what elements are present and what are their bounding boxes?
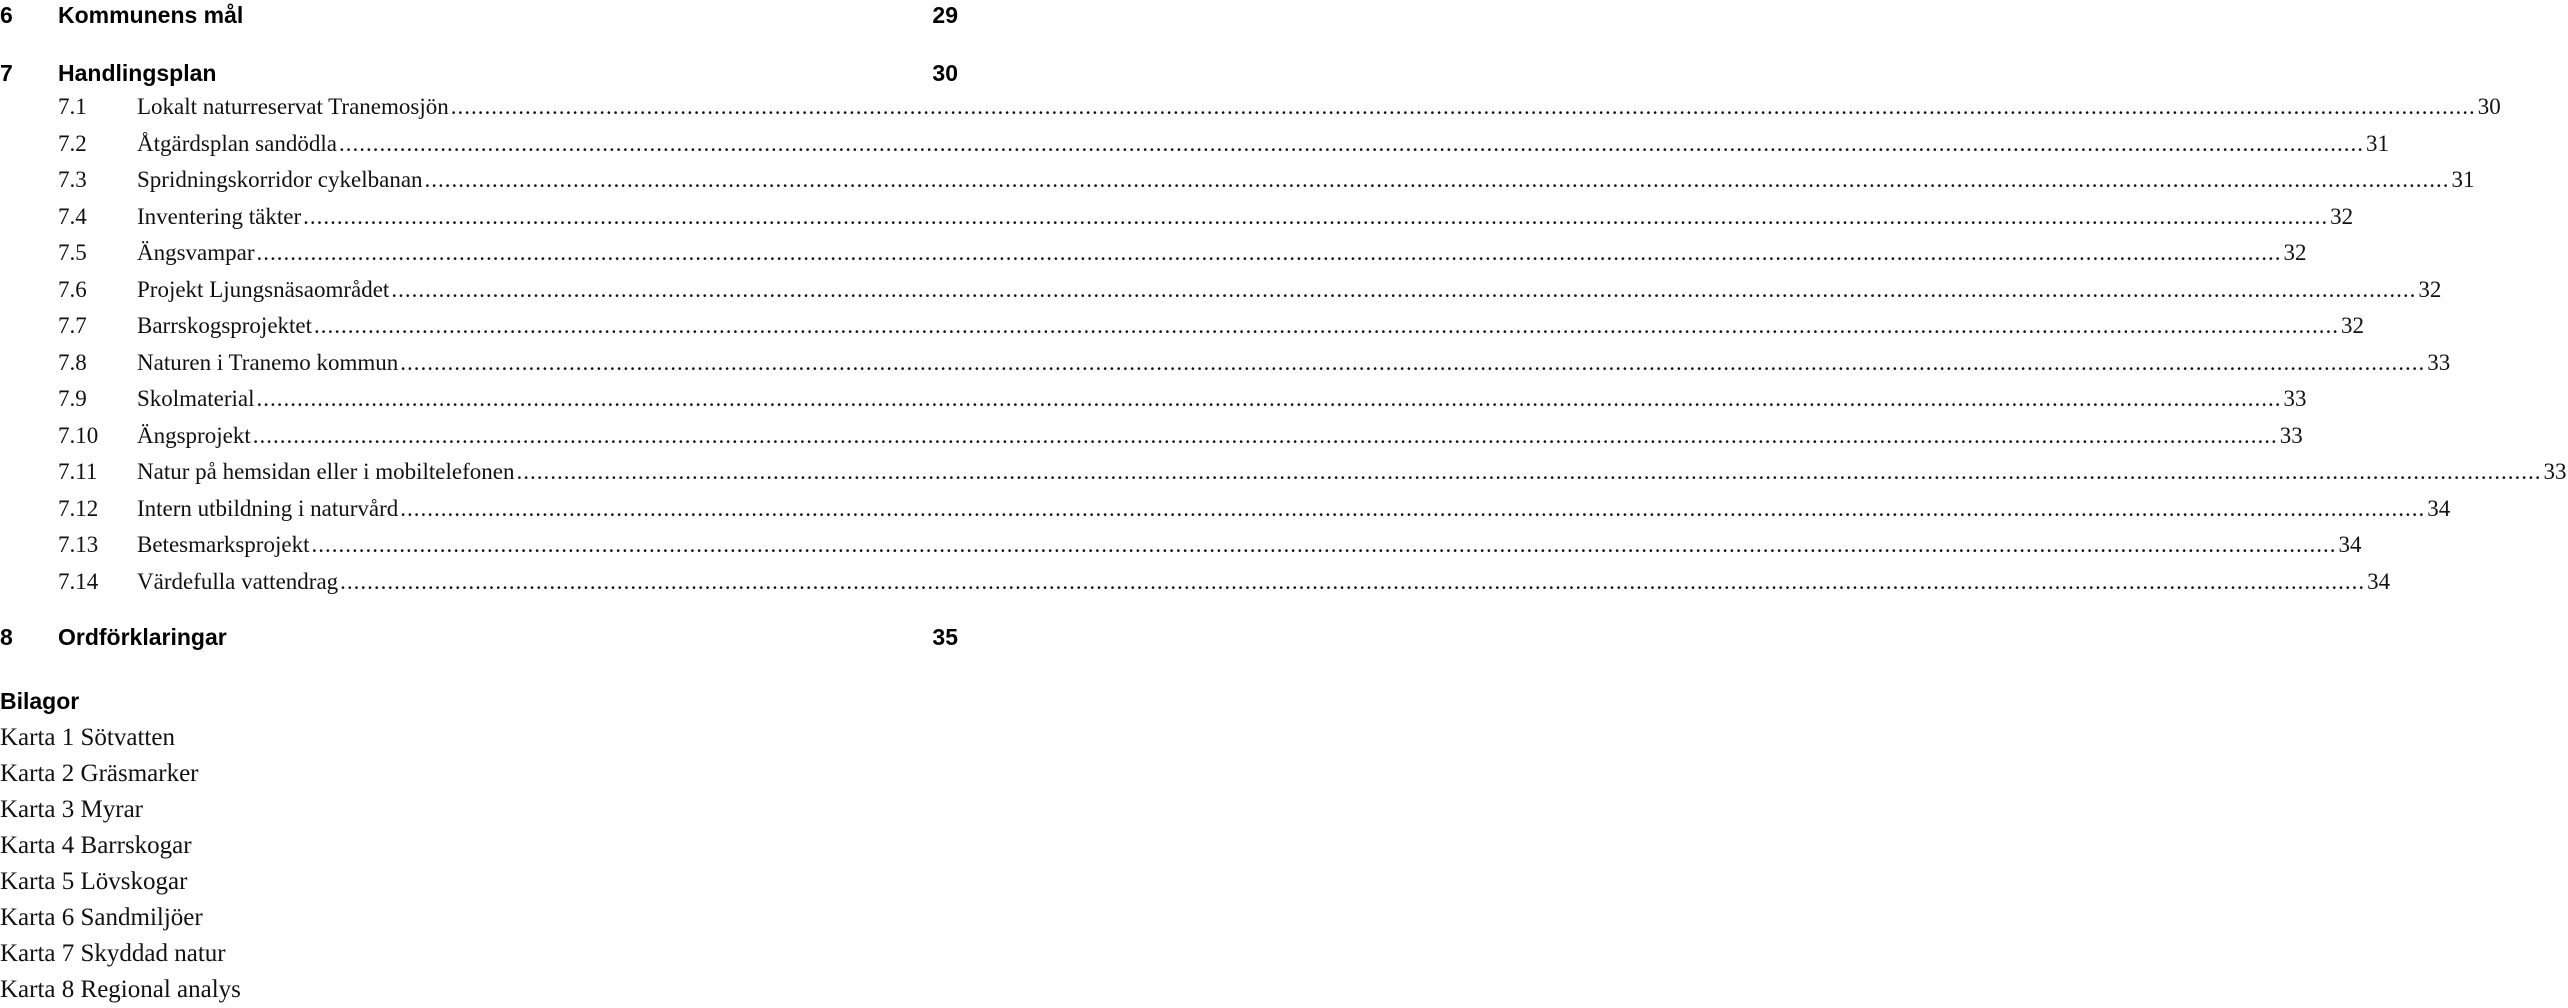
toc-entry[interactable] xyxy=(0,495,2451,530)
entry-page: 31 xyxy=(2451,167,2475,192)
entry-page: 33 xyxy=(2283,386,2307,411)
dot-leader: ............................................................................................................................................................................................................................................................................................................ xyxy=(338,130,2364,156)
chapter-number: 7 xyxy=(0,60,13,86)
entry-number: 7.1 xyxy=(58,94,87,119)
chapter-title: Ordförklaringar xyxy=(58,624,227,650)
entry-page: 32 xyxy=(2283,240,2307,265)
entry-page: 33 xyxy=(2543,459,2567,484)
entry-number: 7.14 xyxy=(58,568,99,594)
entry-title: Åtgärdsplan sandödla xyxy=(137,130,337,156)
entry-number: 7.11 xyxy=(58,459,98,484)
entry-title: Värdefulla vattendrag xyxy=(137,568,339,594)
entry-title: Betesmarksprojekt xyxy=(137,532,310,557)
toc-chapter-6[interactable] xyxy=(0,2,960,38)
appendix-item[interactable]: Karta 1 Sötvatten xyxy=(0,724,175,751)
toc-entry[interactable] xyxy=(0,568,2391,603)
entry-line xyxy=(137,386,2307,412)
entry-line xyxy=(137,568,2391,595)
entry-line xyxy=(137,349,2451,376)
toc-entry[interactable] xyxy=(0,94,2501,128)
entry-number: 7.8 xyxy=(58,349,87,375)
toc-entry[interactable] xyxy=(0,167,2475,201)
entry-number: 7.12 xyxy=(58,495,99,521)
entry-line xyxy=(137,276,2442,303)
toc-entry[interactable] xyxy=(0,313,2365,347)
toc-entry[interactable] xyxy=(0,130,2389,165)
chapter-title: Kommunens mål xyxy=(58,2,244,28)
toc-entry[interactable] xyxy=(0,459,2567,493)
entry-number: 7.10 xyxy=(58,422,99,448)
entry-page: 32 xyxy=(2330,203,2354,229)
entry-page: 30 xyxy=(2477,94,2501,119)
dot-leader: ............................................................................................................................................................................................................................................................................................................ xyxy=(256,240,2282,265)
entry-line xyxy=(137,495,2451,522)
dot-leader: ............................................................................................................................................................................................................................................................................................................ xyxy=(450,94,2476,119)
chapter-number: 8 xyxy=(0,624,13,650)
entry-page: 33 xyxy=(2427,349,2451,375)
entry-page: 32 xyxy=(2341,313,2365,338)
appendix-item[interactable]: Karta 2 Gräsmarker xyxy=(0,760,199,787)
appendix-heading: Bilagor xyxy=(0,688,80,714)
entry-title: Intern utbildning i naturvård xyxy=(137,495,399,521)
entry-page: 34 xyxy=(2367,568,2391,594)
toc-entry[interactable] xyxy=(0,422,2303,457)
dot-leader: ............................................................................................................................................................................................................................................................................................................ xyxy=(424,167,2450,192)
chapter-page: 35 xyxy=(932,624,958,650)
entry-line xyxy=(137,203,2354,230)
entry-number: 7.6 xyxy=(58,276,87,302)
entry-page: 33 xyxy=(2279,422,2303,448)
chapter-page: 29 xyxy=(932,2,958,28)
entry-number: 7.4 xyxy=(58,203,87,229)
entry-title: Naturen i Tranemo kommun xyxy=(137,349,399,375)
appendix-item[interactable]: Karta 4 Barrskogar xyxy=(0,832,192,859)
dot-leader: ............................................................................................................................................................................................................................................................................................................ xyxy=(314,313,2340,338)
entry-page: 34 xyxy=(2427,495,2451,521)
entry-line xyxy=(137,532,2362,558)
entry-title: Projekt Ljungsnäsaområdet xyxy=(137,276,390,302)
entry-page: 34 xyxy=(2338,532,2362,557)
toc-entry[interactable] xyxy=(0,532,2362,566)
dot-leader: ............................................................................................................................................................................................................................................................................................................ xyxy=(400,349,2426,375)
appendix-item[interactable]: Karta 7 Skyddad natur xyxy=(0,940,226,967)
chapter-page: 30 xyxy=(932,60,958,86)
entry-title: Skolmaterial xyxy=(137,386,255,411)
appendix-item[interactable]: Karta 8 Regional analys xyxy=(0,976,241,1003)
entry-number: 7.2 xyxy=(58,130,87,156)
toc-entry[interactable] xyxy=(0,240,2307,274)
entry-number: 7.9 xyxy=(58,386,87,411)
appendix-item[interactable]: Karta 6 Sandmiljöer xyxy=(0,904,203,931)
entry-number: 7.5 xyxy=(58,240,87,265)
entry-line xyxy=(137,240,2307,266)
dot-leader: ............................................................................................................................................................................................................................................................................................................ xyxy=(256,386,2282,411)
dot-leader: ............................................................................................................................................................................................................................................................................................................ xyxy=(311,532,2337,557)
dot-leader: ............................................................................................................................................................................................................................................................................................................ xyxy=(303,203,2329,229)
toc-entry[interactable] xyxy=(0,203,2354,238)
entry-line xyxy=(137,167,2475,193)
entry-page: 32 xyxy=(2418,276,2442,302)
appendix-list xyxy=(0,720,241,1008)
toc-entry[interactable] xyxy=(0,276,2442,311)
entry-title: Barrskogsprojektet xyxy=(137,313,313,338)
entry-page: 31 xyxy=(2365,130,2389,156)
dot-leader: ............................................................................................................................................................................................................................................................................................................ xyxy=(340,568,2366,594)
entry-title: Ängsprojekt xyxy=(137,422,251,448)
toc-entry[interactable] xyxy=(0,349,2451,384)
dot-leader: ............................................................................................................................................................................................................................................................................................................ xyxy=(252,422,2278,448)
entry-title: Spridningskorridor cykelbanan xyxy=(137,167,423,192)
entry-line xyxy=(137,94,2501,120)
entry-title: Lokalt naturreservat Tranemosjön xyxy=(137,94,449,119)
toc-chapter-8[interactable] xyxy=(0,624,960,660)
appendix-item[interactable]: Karta 3 Myrar xyxy=(0,796,143,823)
toc-entry[interactable] xyxy=(0,386,2307,420)
entry-number: 7.3 xyxy=(58,167,87,192)
entry-line xyxy=(137,422,2303,449)
entry-line xyxy=(137,130,2389,157)
dot-leader: ............................................................................................................................................................................................................................................................................................................ xyxy=(516,459,2542,484)
chapter-number: 6 xyxy=(0,2,13,28)
entry-title: Natur på hemsidan eller i mobiltelefonen xyxy=(137,459,515,484)
entry-number: 7.7 xyxy=(58,313,87,338)
entry-title: Inventering täkter xyxy=(137,203,302,229)
entry-line xyxy=(137,313,2365,339)
dot-leader: ............................................................................................................................................................................................................................................................................................................ xyxy=(400,495,2426,521)
appendix-item[interactable]: Karta 5 Lövskogar xyxy=(0,868,188,895)
entry-line xyxy=(137,459,2567,485)
dot-leader: ............................................................................................................................................................................................................................................................................................................ xyxy=(391,276,2417,302)
chapter-title: Handlingsplan xyxy=(58,60,217,86)
entry-title: Ängsvampar xyxy=(137,240,255,265)
toc-chapter-7[interactable] xyxy=(0,60,960,96)
entry-number: 7.13 xyxy=(58,532,99,557)
